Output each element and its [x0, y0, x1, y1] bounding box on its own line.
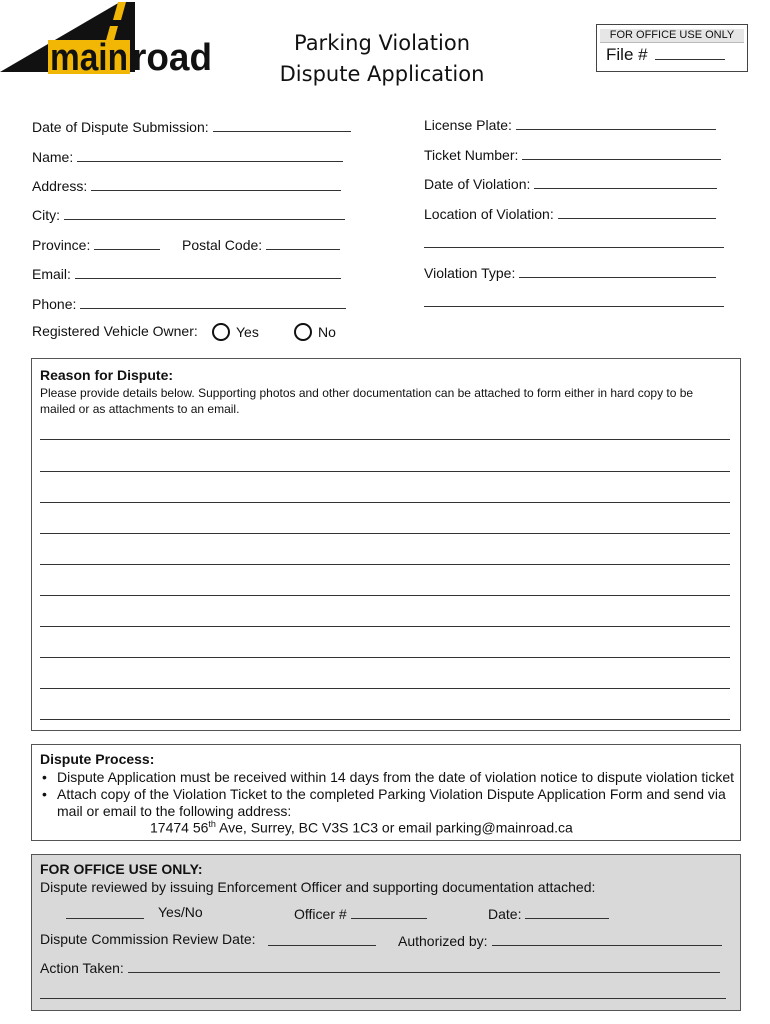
reason-heading: Reason for Dispute: — [40, 367, 174, 383]
dispute-date-label: Date of Dispute Submission: — [32, 119, 209, 135]
radio-circle-icon — [212, 323, 230, 341]
address-rest: Ave, Surrey, BC V3S 1C3 or email parking@mainroad.ca — [215, 819, 573, 836]
logo-text-main: main — [50, 37, 128, 76]
postal-code-label: Postal Code: — [182, 237, 263, 253]
logo-text-road: road — [132, 37, 212, 76]
dispute-process-section — [31, 744, 741, 841]
license-plate-label: License Plate: — [424, 117, 512, 133]
province-field[interactable] — [32, 235, 160, 253]
reason-line[interactable] — [40, 564, 730, 565]
ticket-number-label: Ticket Number: — [424, 147, 519, 163]
reason-line[interactable] — [40, 595, 730, 596]
reason-line[interactable] — [40, 533, 730, 534]
office-file-box — [596, 24, 748, 72]
owner-no-radio[interactable] — [294, 323, 336, 341]
ticket-number-field[interactable] — [424, 145, 721, 163]
reason-line[interactable] — [40, 688, 730, 689]
officer-number-label: Officer # — [294, 906, 347, 922]
office-use-text: Dispute reviewed by issuing Enforcement Officer and supporting documentation attached: — [40, 879, 596, 895]
reason-line[interactable] — [40, 502, 730, 503]
violation-date-label: Date of Violation: — [424, 176, 531, 192]
city-label: City: — [32, 207, 60, 223]
violation-location-field[interactable] — [424, 204, 716, 222]
address-number: 17474 56 — [150, 819, 209, 836]
violation-location-label: Location of Violation: — [424, 206, 554, 222]
reason-line[interactable] — [40, 626, 730, 627]
address-label: Address: — [32, 178, 88, 194]
name-field[interactable] — [32, 147, 343, 165]
reason-for-dispute-section — [31, 358, 741, 731]
reason-instructions: Please provide details below. Supporting photos and other documentation can be attached to form either in hard copy to be mailed or as attachments to an email. — [40, 386, 694, 416]
process-list — [40, 769, 736, 820]
owner-yes-radio[interactable] — [212, 323, 259, 341]
violation-date-field[interactable] — [424, 174, 717, 192]
office-file-header: FOR OFFICE USE ONLY — [600, 29, 744, 43]
violation-type-field[interactable] — [424, 263, 716, 281]
action-taken-field[interactable] — [40, 958, 720, 976]
address-field[interactable] — [32, 176, 341, 194]
name-label: Name: — [32, 149, 74, 165]
officer-number-field[interactable] — [294, 904, 427, 922]
radio-circle-icon — [294, 323, 312, 341]
province-label: Province: — [32, 237, 91, 253]
action-taken-line2[interactable] — [40, 998, 726, 999]
authorized-by-label: Authorized by: — [398, 933, 488, 949]
mainroad-logo — [0, 0, 215, 76]
review-date-label: Dispute Commission Review Date: — [40, 931, 256, 947]
office-date-field[interactable] — [488, 904, 609, 922]
dispute-date-field[interactable] — [32, 117, 351, 135]
yesno-line[interactable] — [66, 918, 144, 919]
mailing-address — [150, 819, 573, 836]
process-heading: Dispute Process: — [40, 751, 155, 767]
phone-label: Phone: — [32, 296, 77, 312]
reason-line[interactable] — [40, 439, 730, 440]
email-label: Email: — [32, 266, 71, 282]
reason-line[interactable] — [40, 471, 730, 472]
city-field[interactable] — [32, 205, 345, 223]
violation-type-line2[interactable] — [424, 306, 724, 307]
owner-no-label: No — [318, 324, 336, 340]
process-bullet: • Attach copy of the Violation Ticket to the completed Parking Violation Dispute Application Form and send via mail or email to the following address: — [40, 786, 736, 820]
postal-code-field[interactable] — [182, 235, 340, 253]
form-title-line1: Parking Violation — [293, 31, 471, 55]
owner-yes-label: Yes — [236, 324, 259, 340]
phone-field[interactable] — [32, 294, 346, 312]
address-suffix: th — [208, 819, 216, 829]
yesno-label: Yes/No — [158, 904, 203, 920]
email-field[interactable] — [32, 264, 341, 282]
office-use-section — [31, 854, 741, 1011]
process-bullet: • Dispute Application must be received within 14 days from the date of violation notice to dispute violation ticket — [40, 769, 736, 786]
file-number-label: File # — [606, 45, 648, 64]
office-date-label: Date: — [488, 906, 522, 922]
authorized-by-field[interactable] — [398, 931, 722, 949]
action-taken-label: Action Taken: — [40, 960, 124, 976]
violation-type-label: Violation Type: — [424, 265, 516, 281]
file-number-field[interactable] — [597, 43, 747, 65]
reason-line[interactable] — [40, 657, 730, 658]
license-plate-field[interactable] — [424, 115, 716, 133]
violation-location-line2[interactable] — [424, 247, 724, 248]
review-date-line[interactable] — [268, 945, 376, 946]
reason-line[interactable] — [40, 719, 730, 720]
form-title-line2: Dispute Application — [279, 62, 485, 86]
office-use-heading: FOR OFFICE USE ONLY: — [40, 861, 203, 877]
vehicle-owner-label: Registered Vehicle Owner: — [32, 323, 198, 339]
